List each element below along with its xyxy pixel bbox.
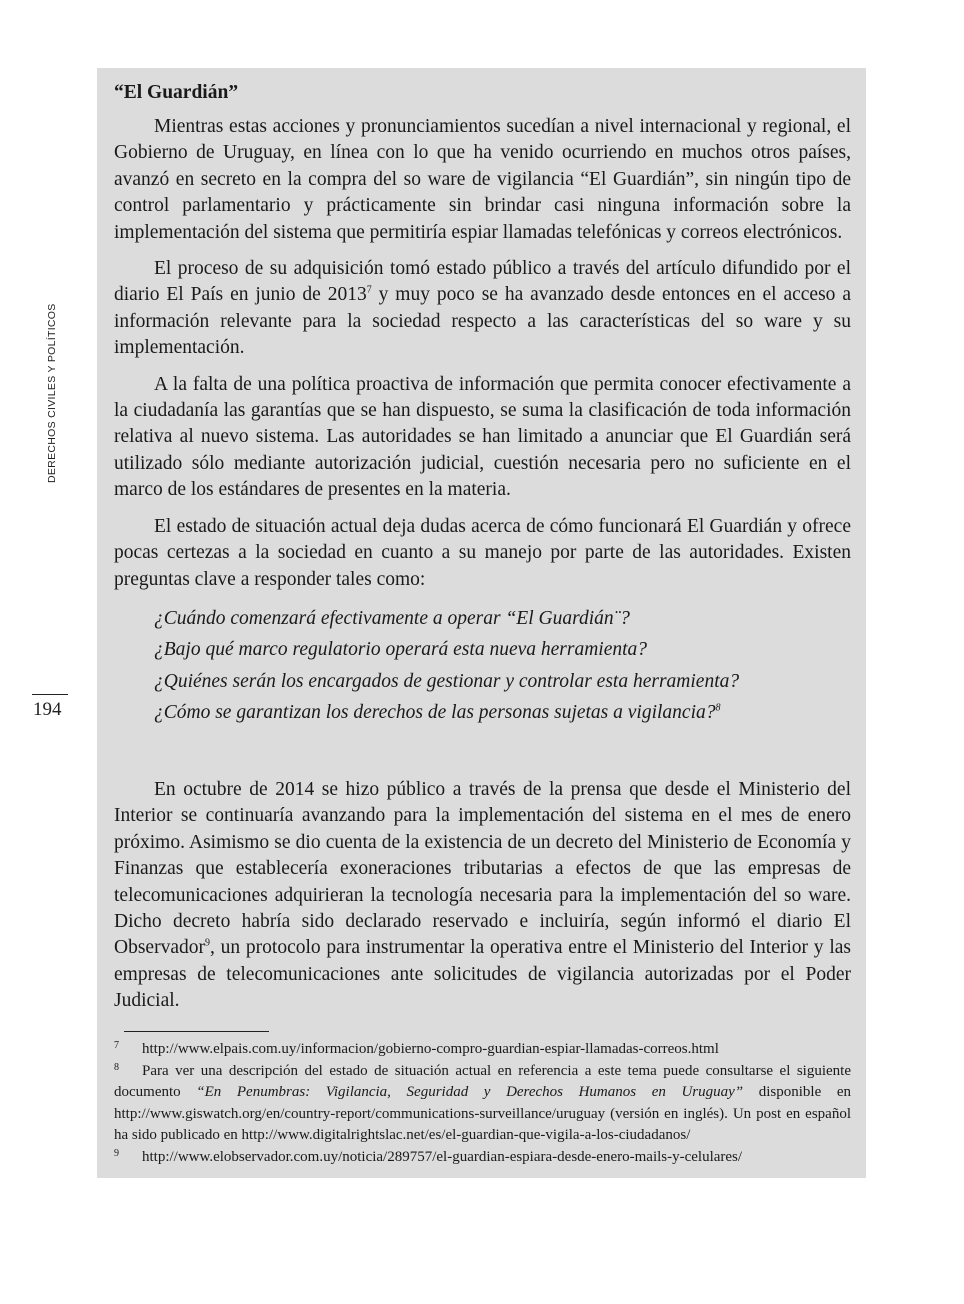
paragraph-2	[114, 256, 851, 362]
footnote-8-body	[114, 1061, 851, 1147]
footnote-ref-9: 9	[204, 937, 210, 949]
question-4-text: ¿Cómo se garantizan los derechos de las personas sujetas a vigilancia?	[154, 702, 716, 724]
footnote-ref-7: 7	[366, 284, 372, 296]
footnote-9-link[interactable]: http://www.elobservador.com.uy/noticia/289757/el-guardian-espiara-desde-enero-mails-y-celulares/	[142, 1148, 743, 1165]
footnote-8	[114, 1061, 851, 1147]
question-3: ¿Quiénes serán los encargados de gestionar y controlar esta herramienta?	[154, 670, 740, 692]
paragraph-2-b: y muy poco se ha avanzado desde entonces en el acceso a información relevante para la sociedad respecto a las características del so ware y su implementación.	[114, 284, 852, 359]
paragraph-4: El estado de situación actual deja dudas acerca de cómo funcionará El Guardián y ofrece pocas certezas a la sociedad en cuanto a su manejo por parte de las autoridades. Existen preguntas clave a responder tales como:	[114, 515, 851, 590]
running-header-vertical: DERECHOS CIVILES Y POLÍTICOS	[46, 303, 58, 483]
footnote-8-title: “En Penumbras: Vigilancia, Seguridad y Derechos Humanos en Uruguay”	[196, 1084, 744, 1100]
paragraph-3: A la falta de una política proactiva de información que permita conocer efectivamente a la ciudadanía las garantías que se han dispuesto, se suma la clasificación de toda información relativa al nuevo sistema. Las autoridades se han limitado a anunciar que El Guardián será utilizado sólo mediante autorización judicial, cuestión necesaria pero no suficiente en el marco de los estándares de presentes en la materia.	[114, 373, 851, 501]
footnotes	[114, 1039, 851, 1168]
paragraph-5-b: , un protocolo para instrumentar la operativa entre el Ministerio del Interior y las empresas de telecomunicaciones ante solicitudes de vigilancia autorizadas por el Poder Judicial.	[114, 937, 851, 1012]
paragraph-2-a: El proceso de su adquisición tomó estado público a través del artículo difundido por el diario El País en junio de 2013	[114, 258, 851, 306]
paragraph-5	[114, 777, 851, 1015]
paragraph-1: Mientras estas acciones y pronunciamientos sucedían a nivel internacional y regional, el Gobierno de Uruguay, en línea con lo que ha venido ocurriendo en muchos otros países, avanzó en secreto en la compra del so ware de vigilancia “El Guardián”, sin ningún tipo de control parlamentario y prácticamente sin brindar casi ninguna información sobre la implementación del sistema que permitiría espiar llamadas telefónicas y correos electrónicos.	[114, 116, 851, 243]
page-number: 194	[33, 699, 62, 720]
footnote-separator	[124, 1031, 269, 1032]
questions-list	[154, 603, 851, 729]
box-content	[114, 80, 851, 1025]
footnote-7-link[interactable]: http://www.elpais.com.uy/informacion/gobierno-compro-guardian-espiar-llamadas-correos.html	[142, 1041, 719, 1057]
question-1: ¿Cuándo comenzará efectivamente a operar “El Guardián¨?	[154, 607, 630, 629]
footnote-ref-8: 8	[715, 702, 721, 714]
footnote-7	[114, 1039, 851, 1061]
question-2: ¿Bajo qué marco regulatorio operará esta nueva herramienta?	[154, 639, 648, 661]
question-4	[154, 697, 851, 729]
page-number-rule	[32, 694, 68, 695]
footnote-8-number: 8	[114, 1061, 119, 1073]
section-title: “El Guardián”	[114, 82, 239, 103]
footnote-8-b: disponible en http://www.giswatch.org/en/country-report/communications-surveillance/uruguay (versión en inglés). Un post en español ha sido publicado en http://www.digitalrightslac.net/es/el-guardian-que-vigila-a-los-ciudadanos/	[114, 1084, 852, 1143]
footnote-8-a: Para ver una descripción del estado de situación actual en referencia a este tema puede consultarse el siguiente documento	[114, 1062, 851, 1100]
footnote-7-number: 7	[114, 1040, 119, 1051]
paragraph-5-a: En octubre de 2014 se hizo público a través de la prensa que desde el Ministerio del Interior se continuaría avanzando para la implementación del sistema en el mes de enero próximo. Asimismo se dio cuenta de la existencia de un decreto del Ministerio de Economía y Finanzas que establecería exoneraciones tributarias a efectos de que las empresas de telecomunicaciones adquirieran la tecnología necesaria para la implementación del so ware. Dicho decreto habría sido declarado reservado e incluiría, según informó el diario El Observador	[114, 778, 851, 959]
footnote-9	[114, 1147, 851, 1169]
footnote-9-number: 9	[114, 1147, 119, 1159]
